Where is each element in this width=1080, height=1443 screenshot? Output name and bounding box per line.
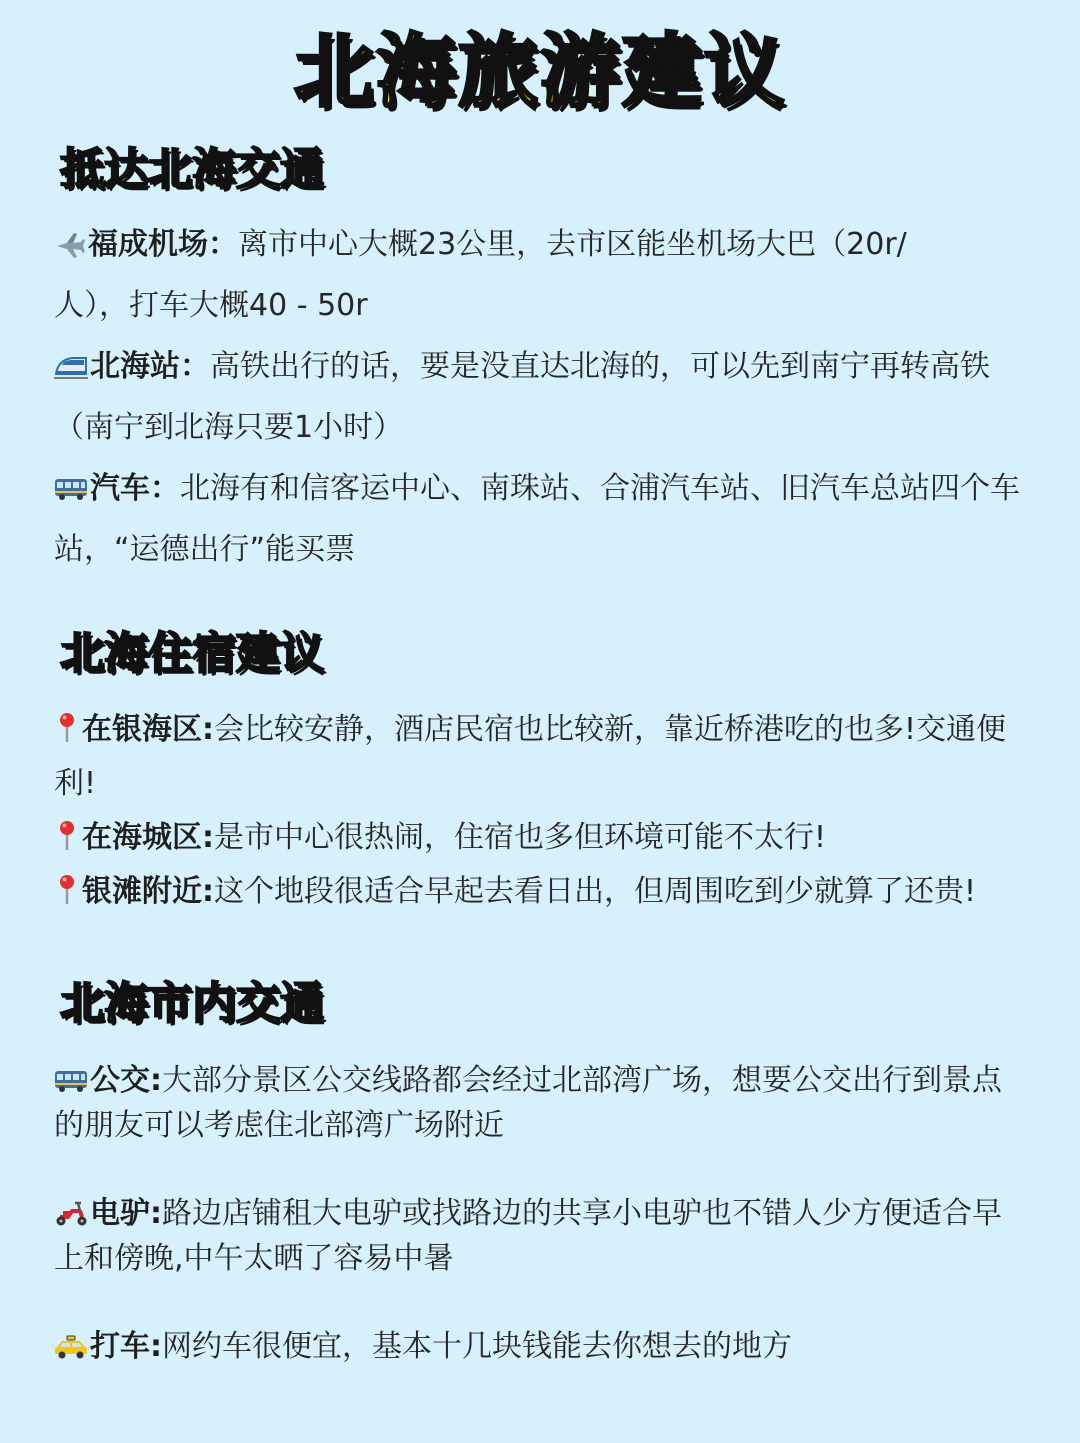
lodging-item-haicheng <box>54 811 1044 865</box>
yinhai-text: 会比较安静，酒店民宿也比较新，靠近桥港吃的也多!交通便利! <box>54 712 1007 801</box>
yinhai-label: 在银海区: <box>82 712 214 747</box>
arrival-item-airport <box>54 214 954 336</box>
scooter-label: 电驴: <box>90 1196 162 1231</box>
bus-icon <box>54 476 88 502</box>
bus-text: 大部分景区公交线路都会经过北部湾广场，想要公交出行到景点的朋友可以考虑住北部湾广场附近 <box>54 1063 1002 1143</box>
station-label: 北海站： <box>90 349 210 384</box>
yintan-text: 这个地段很适合早起去看日出，但周围吃到少就算了还贵! <box>214 874 977 909</box>
lodging-item-yinhai <box>54 703 1044 811</box>
airport-text: 离市中心大概23公里，去市区能坐机场大巴（20r/人），打车大概40 - 50r <box>54 227 907 323</box>
coach-label: 汽车： <box>90 471 180 506</box>
station-text: 高铁出行的话，要是没直达北海的，可以先到南宁再转高铁（南宁到北海只要1小时） <box>54 349 990 445</box>
scooter-text: 路边店铺租大电驴或找路边的共享小电驴也不错人少方便适合早上和傍晚,中午太晒了容易中暑 <box>54 1196 1002 1276</box>
arrival-item-coach <box>54 458 1044 580</box>
yintan-label: 银滩附近: <box>82 874 214 909</box>
section-heading-lodging: 北海住宿建议 <box>60 628 324 679</box>
scooter-icon <box>54 1199 88 1227</box>
airport-label: 福成机场： <box>88 227 238 262</box>
airplane-icon <box>54 228 86 258</box>
page-title: 北海旅游建议 <box>294 25 786 118</box>
local-item-scooter <box>54 1191 1014 1281</box>
local-item-taxi <box>54 1324 1014 1369</box>
bus-icon <box>54 1068 88 1094</box>
taxi-text: 网约车很便宜，基本十几块钱能去你想去的地方 <box>162 1329 792 1364</box>
local-item-bus <box>54 1058 1014 1148</box>
location-pin-icon <box>54 711 80 743</box>
taxi-icon <box>54 1334 88 1360</box>
taxi-label: 打车: <box>90 1329 162 1364</box>
bus-label: 公交: <box>90 1063 162 1098</box>
arrival-item-station <box>54 336 1044 458</box>
haicheng-label: 在海城区: <box>82 820 214 855</box>
section-heading-arrival: 抵达北海交通 <box>60 144 324 195</box>
lodging-item-yintan <box>54 865 1044 919</box>
location-pin-icon <box>54 819 80 851</box>
bullet-train-icon <box>54 352 88 380</box>
section-heading-local-transport: 北海市内交通 <box>60 978 324 1029</box>
location-pin-icon <box>54 873 80 905</box>
coach-text: 北海有和信客运中心、南珠站、合浦汽车站、旧汽车总站四个车站，“运德出行”能买票 <box>54 471 1020 567</box>
haicheng-text: 是市中心很热闹，住宿也多但环境可能不太行! <box>214 820 827 855</box>
